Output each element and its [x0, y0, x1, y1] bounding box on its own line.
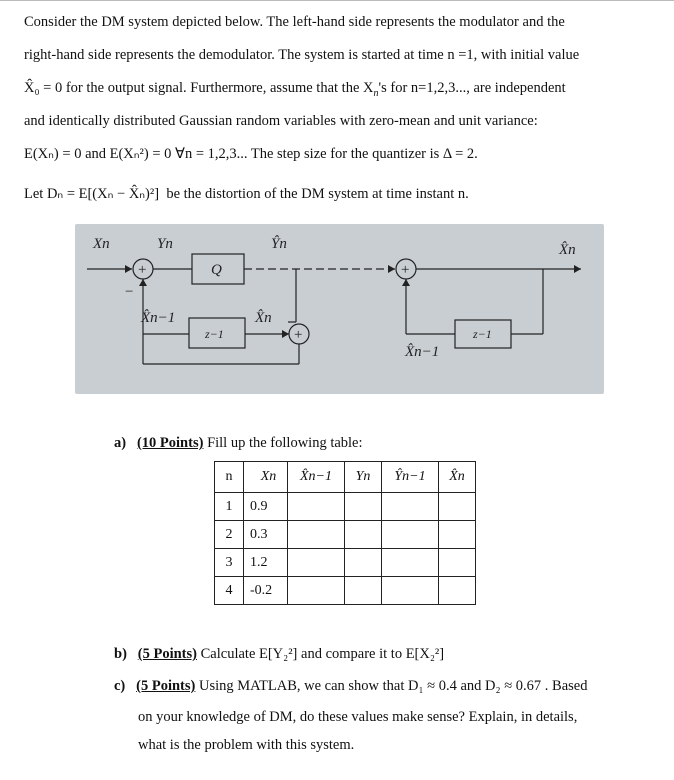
- part-c-letter: c): [114, 678, 126, 694]
- part-a-points: (10 Points): [136, 435, 204, 451]
- label-yhat: Ŷn: [271, 236, 287, 252]
- plus-3: +: [294, 327, 303, 343]
- part-c-line-2: on your knowledge of DM, do these values make sense? Explain, in details,: [138, 709, 578, 725]
- cell-empty[interactable]: [288, 493, 345, 521]
- cell-empty[interactable]: [345, 521, 382, 549]
- header-xhat: X̂n: [439, 462, 476, 493]
- plus-1: +: [138, 262, 147, 278]
- label-xhat-prev: X̂n−1: [141, 310, 176, 326]
- part-c-line-3: what is the problem with this system.: [138, 737, 355, 753]
- intro-line-5: E(Xₙ) = 0 and E(Xₙ²) = 0 ∀n = 1,2,3... The step size for the quantizer is Δ = 2.: [24, 146, 478, 162]
- intro-line-1: Consider the DM system depicted below. The left-hand side represents the modulator and the: [24, 14, 565, 30]
- part-c-line-1: Using MATLAB, we can show that D₁ ≈ 0.4 and D₂ ≈ 0.67 . Based: [198, 678, 588, 694]
- cell-x: 0.9: [244, 493, 288, 521]
- cell-n: 2: [215, 521, 244, 549]
- cell-empty[interactable]: [439, 521, 476, 549]
- cell-n: 1: [215, 493, 244, 521]
- header-n: n: [215, 462, 244, 493]
- dm-table: [214, 461, 476, 605]
- label-delay-2: z−1: [473, 327, 492, 341]
- cell-empty[interactable]: [439, 577, 476, 605]
- header-yhat-prev: Ŷn−1: [382, 462, 439, 493]
- cell-empty[interactable]: [345, 493, 382, 521]
- cell-n: 3: [215, 549, 244, 577]
- part-b-letter: b): [114, 646, 127, 662]
- intro-line-6: [24, 178, 658, 211]
- cell-empty[interactable]: [288, 577, 345, 605]
- cell-empty[interactable]: [288, 521, 345, 549]
- diagram-svg: [75, 224, 604, 394]
- header-xn: Xn: [244, 462, 288, 493]
- dm-block-diagram: [75, 224, 604, 394]
- cell-n: 4: [215, 577, 244, 605]
- part-a-text: Fill up the following table:: [207, 435, 363, 451]
- table-row: [215, 521, 476, 549]
- intro-line-2: right-hand side represents the demodulator. The system is started at time n =1, with initial value: [24, 47, 580, 63]
- cell-empty[interactable]: [382, 577, 439, 605]
- label-delay-1: z−1: [205, 327, 224, 341]
- cell-empty[interactable]: [439, 493, 476, 521]
- cell-empty[interactable]: [345, 577, 382, 605]
- cell-empty[interactable]: [382, 521, 439, 549]
- cell-empty[interactable]: [288, 549, 345, 577]
- table-header-row: [215, 462, 476, 493]
- table-row: [215, 493, 476, 521]
- header-xhat-prev: X̂n−1: [288, 462, 345, 493]
- part-c-points: (5 Points): [136, 678, 196, 694]
- part-b-text-b: and compare it to E[X₂²]: [301, 646, 445, 662]
- cell-empty[interactable]: [382, 549, 439, 577]
- intro-line-3: X̂₀ = 0 for the output signal. Furthermore, assume that the $X_n's$ for n=1,2,3..., are independent: [24, 80, 566, 99]
- intro-line-4: and identically distributed Gaussian random variables with zero-mean and unit variance:: [24, 113, 538, 129]
- part-b-text-a: Calculate E[Y₂²]: [200, 646, 298, 662]
- table-row: [215, 577, 476, 605]
- part-a-letter: a): [114, 435, 127, 451]
- intro-line-3a: X̂₀ = 0 for the output signal. Furthermore, assume that the X: [24, 80, 374, 96]
- intro-line-6b: be the distortion of the DM system at time instant n.: [166, 186, 469, 202]
- label-xn: Xn: [93, 236, 110, 252]
- header-yn: Yn: [345, 462, 382, 493]
- label-q: Q: [211, 262, 222, 278]
- cell-x: 0.3: [244, 521, 288, 549]
- cell-empty[interactable]: [439, 549, 476, 577]
- plus-2: +: [401, 262, 410, 278]
- table-row: [215, 549, 476, 577]
- cell-empty[interactable]: [345, 549, 382, 577]
- label-xhat-out: X̂n: [559, 242, 576, 258]
- cell-empty[interactable]: [382, 493, 439, 521]
- part-c: [114, 676, 587, 696]
- top-rule: [0, 0, 674, 1]
- intro-line-3b: 's for n=1,2,3..., are independent: [378, 80, 566, 96]
- minus-sign: −: [125, 284, 134, 300]
- label-yn: Yn: [157, 236, 173, 252]
- distortion-formula: Let Dₙ = E[(Xₙ − X̂ₙ)²]: [24, 186, 160, 202]
- part-b: [114, 644, 444, 664]
- part-b-points: (5 Points): [137, 646, 197, 662]
- cell-x: -0.2: [244, 577, 288, 605]
- label-xhat-mid: X̂n: [255, 310, 272, 326]
- label-xhat-prev-2: X̂n−1: [405, 344, 440, 360]
- cell-x: 1.2: [244, 549, 288, 577]
- part-a: [114, 433, 363, 453]
